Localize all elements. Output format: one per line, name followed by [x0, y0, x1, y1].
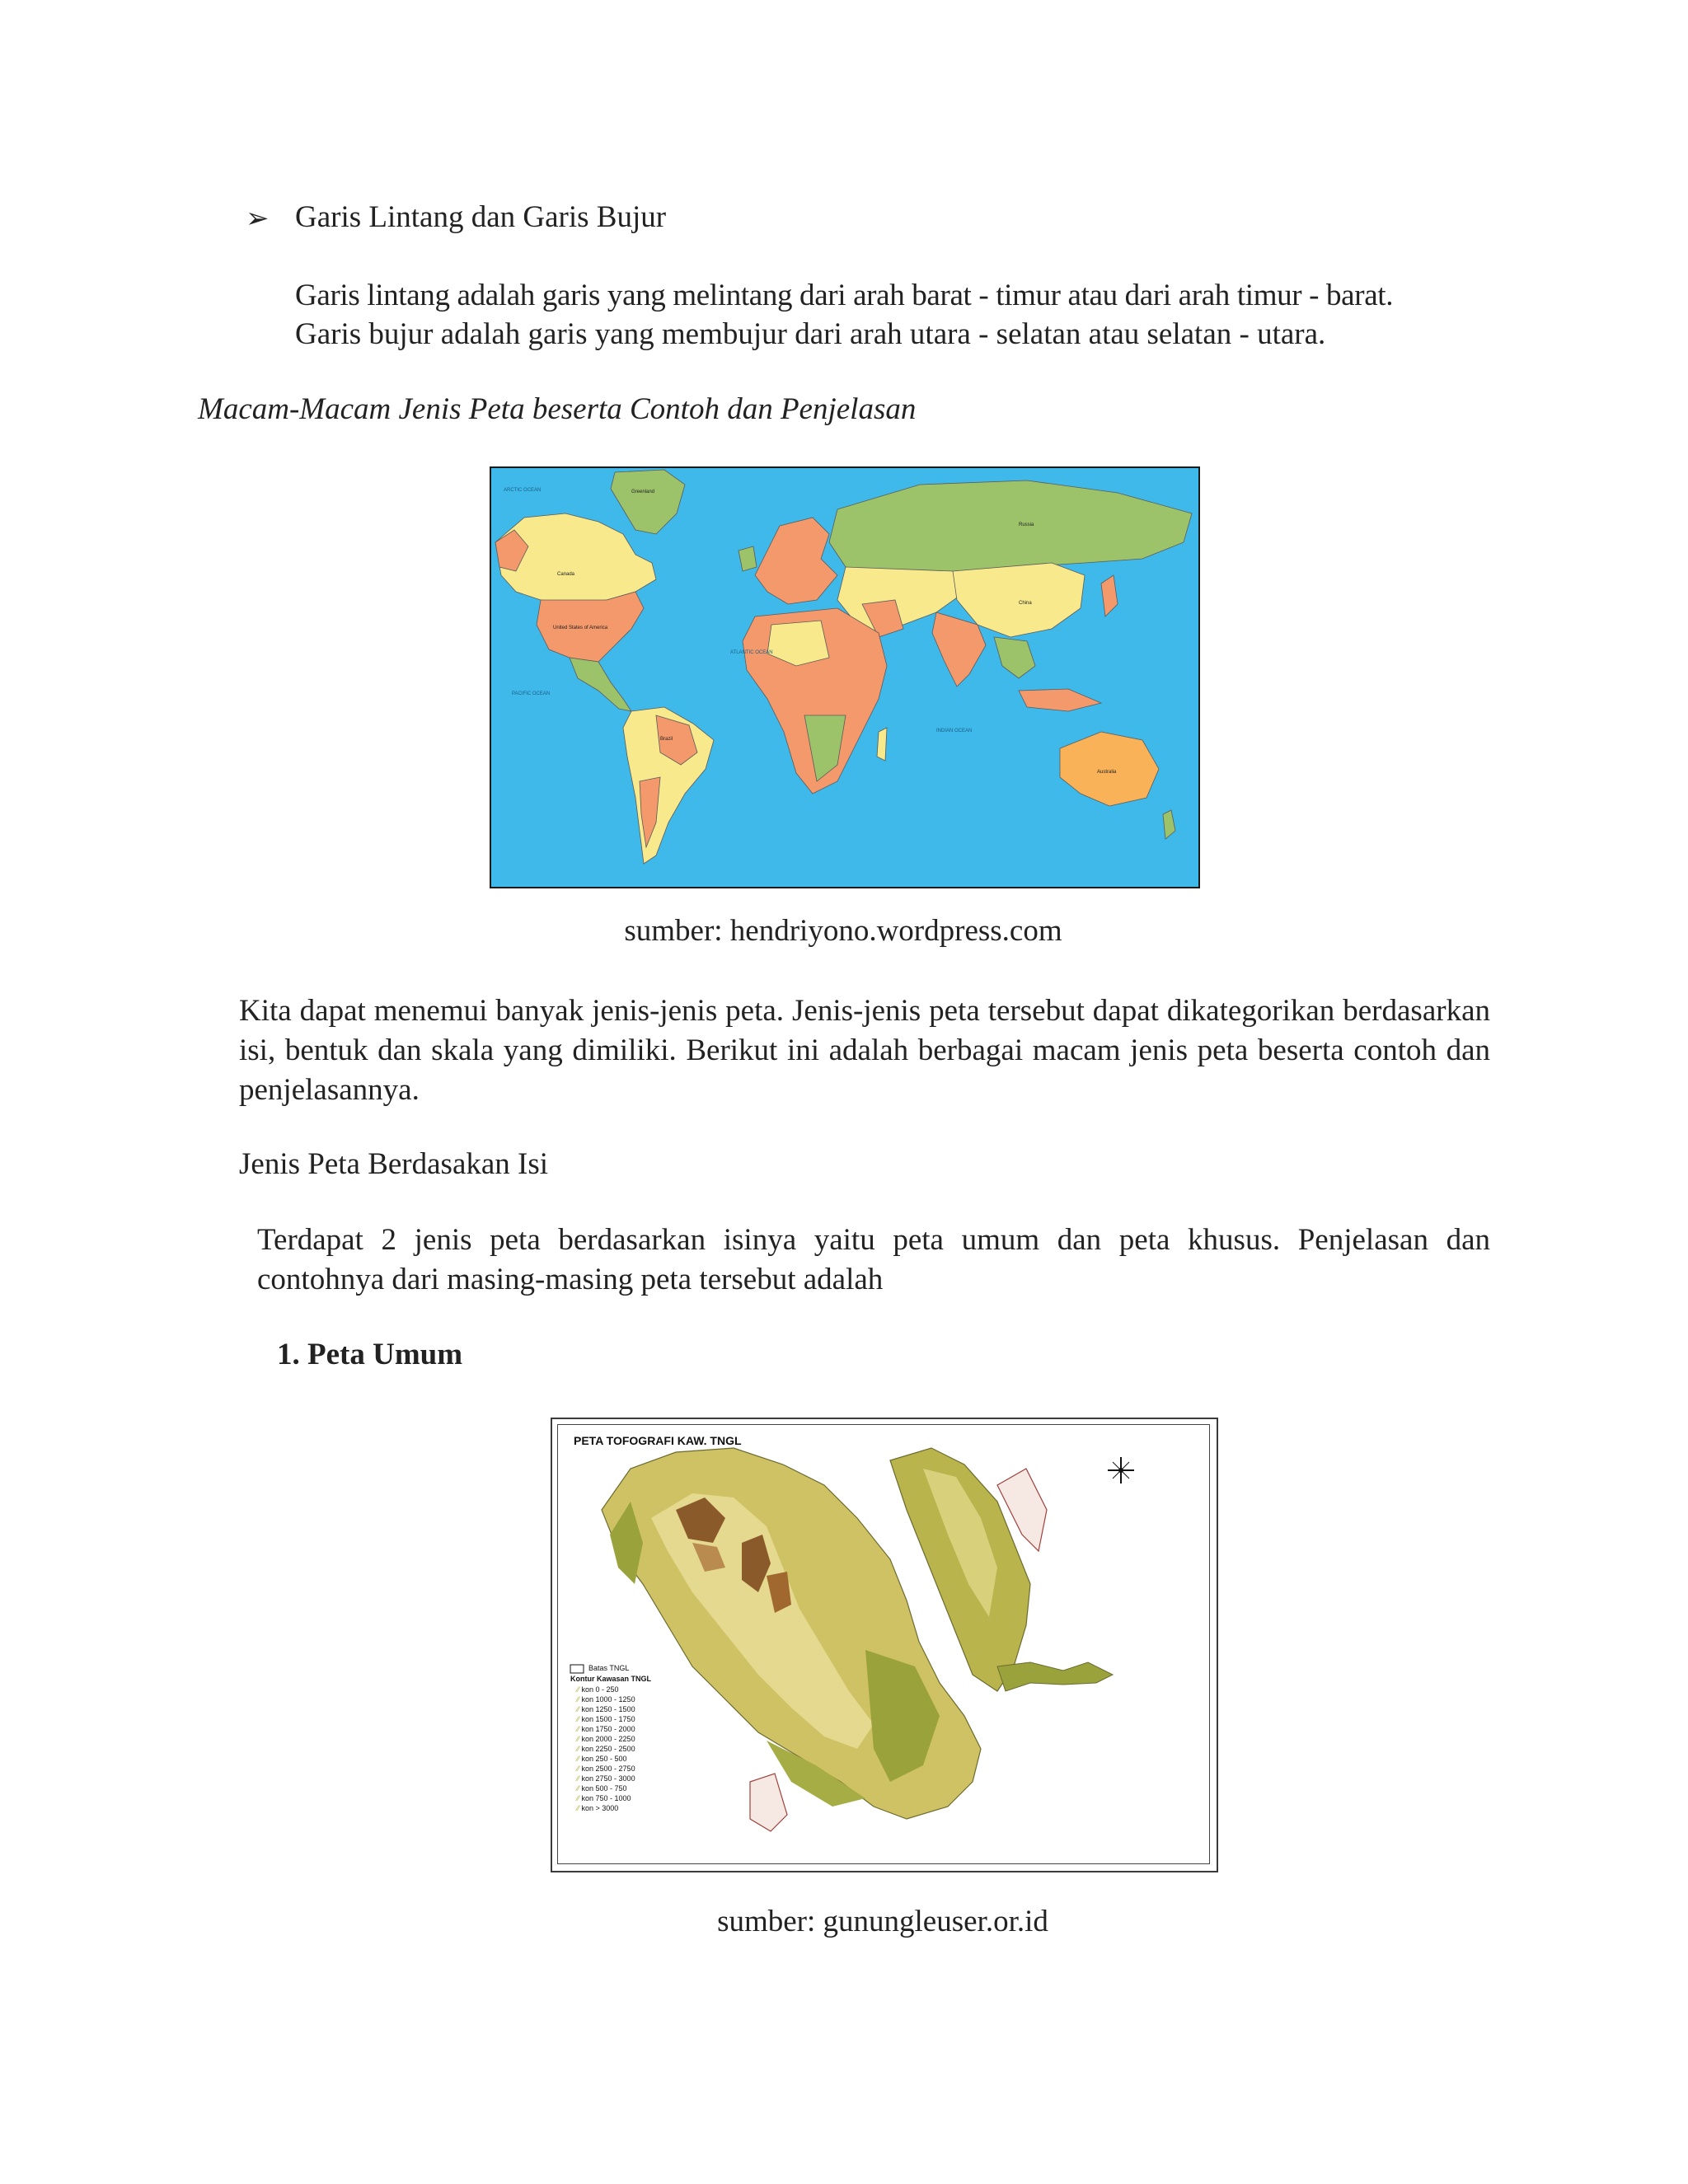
section-heading: Garis Lintang dan Garis Bujur	[295, 200, 667, 234]
topo-legend-item: ⁄⁄ kon 2750 - 3000	[577, 1774, 635, 1783]
latitude-definition: Garis lintang adalah garis yang melintang dari arah barat - timur atau dari arah timur - barat.	[295, 279, 1394, 312]
peta-umum-heading: 1. Peta Umum	[277, 1338, 463, 1371]
topo-legend-item: ⁄⁄ kon > 3000	[577, 1804, 619, 1812]
topo-legend-title: Kontur Kawasan TNGL	[570, 1675, 652, 1683]
topo-legend-item: ⁄⁄ kon 1500 - 1750	[577, 1715, 635, 1723]
topo-legend-item: ⁄⁄ kon 250 - 500	[577, 1755, 627, 1763]
content-paragraph: Terdapat 2 jenis peta berdasarkan isinya yaitu peta umum dan peta khusus. Penjelasan dan contohnya dari masing-masing peta tersebut adalah	[257, 1223, 1490, 1296]
australia-label: Australia	[1097, 770, 1117, 775]
china-label: China	[1019, 601, 1032, 606]
world-map-caption: sumber: hendriyono.wordpress.com	[624, 914, 1062, 948]
world-map-image	[491, 468, 1198, 887]
world-map-figure	[490, 466, 1200, 888]
atlantic-ocean-label: ATLANTIC OCEAN	[730, 650, 773, 655]
brazil-label: Brazil	[660, 737, 673, 742]
longitude-definition: Garis bujur adalah garis yang membujur dari arah utara - selatan atau selatan - utara.	[295, 317, 1326, 351]
bullet-arrow-icon: ➢	[246, 204, 270, 234]
topo-legend-item: ⁄⁄ kon 2000 - 2250	[577, 1735, 635, 1743]
topo-legend-item: ⁄⁄ kon 750 - 1000	[577, 1794, 631, 1802]
topo-legend-item: ⁄⁄ kon 1000 - 1250	[577, 1695, 635, 1704]
indian-ocean-label: INDIAN OCEAN	[936, 729, 973, 733]
topographic-map-figure	[551, 1418, 1218, 1872]
russia-label: Russia	[1019, 523, 1034, 527]
topo-legend-item: ⁄⁄ kon 1250 - 1500	[577, 1705, 635, 1713]
greenland-label: Greenland	[631, 490, 655, 494]
pacific-ocean-label: PACIFIC OCEAN	[512, 691, 551, 696]
category-heading: Jenis Peta Berdasakan Isi	[239, 1147, 549, 1181]
article-subtitle: Macam-Macam Jenis Peta beserta Contoh dan Penjelasan	[198, 392, 917, 426]
topo-map-caption: sumber: gunungleuser.or.id	[717, 1905, 1048, 1938]
topo-legend-item: ⁄⁄ kon 1750 - 2000	[577, 1725, 635, 1733]
intro-paragraph: Kita dapat menemui banyak jenis-jenis peta. Jenis-jenis peta tersebut dapat dikategorikan berdasarkan isi, bentuk dan skala yang dimiliki. Berikut ini adalah berbagai macam jenis peta beserta contoh dan penjelasannya.	[239, 994, 1490, 1107]
topo-legend-item: ⁄⁄ kon 0 - 250	[577, 1685, 619, 1694]
topo-map-title: PETA TOFOGRAFI KAW. TNGL	[574, 1434, 742, 1447]
canada-label: Canada	[557, 572, 575, 577]
topo-legend-item: ⁄⁄ kon 2250 - 2500	[577, 1745, 635, 1753]
topo-legend-boundary: Batas TNGL	[588, 1664, 630, 1672]
usa-label: United States of America	[553, 626, 608, 630]
topo-legend-item: ⁄⁄ kon 2500 - 2750	[577, 1765, 635, 1773]
topo-map-image	[552, 1419, 1217, 1871]
topo-legend-item: ⁄⁄ kon 500 - 750	[577, 1784, 627, 1793]
topo-legend-list	[577, 1685, 635, 1813]
arctic-ocean-label: ARCTIC OCEAN	[504, 488, 542, 493]
